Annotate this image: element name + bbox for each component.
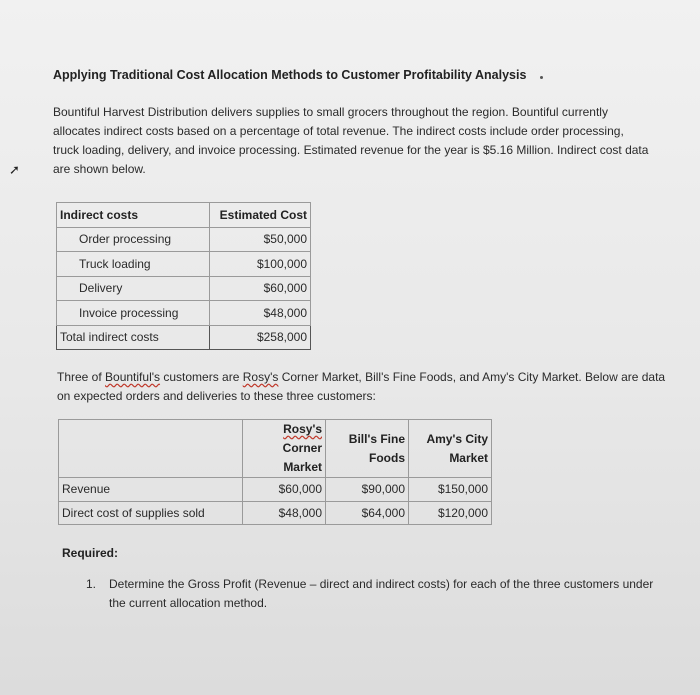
row-label: Delivery: [57, 276, 210, 301]
header-estimated-cost: Estimated Cost: [210, 203, 311, 228]
requirement-item: [86, 575, 666, 613]
required-label: Required:: [62, 546, 119, 560]
total-row: [57, 325, 311, 350]
header-line: Foods: [369, 450, 405, 465]
row-label: Direct cost of supplies sold: [59, 501, 243, 525]
row-label: Truck loading: [57, 252, 210, 277]
row-label: Revenue: [59, 478, 243, 502]
header-line: Bill's Fine: [348, 431, 405, 446]
spellcheck-word: Rosy's: [242, 370, 279, 384]
requirement-number: 1.: [86, 577, 97, 591]
header-bills: [326, 420, 409, 478]
header-indirect-costs: Indirect costs: [57, 203, 210, 228]
table-row: [59, 478, 492, 502]
header-line: Amy's City: [426, 431, 488, 446]
header-line: Rosy's: [283, 422, 322, 436]
customer-table: [58, 419, 492, 525]
page-title: Applying Traditional Cost Allocation Methods to Customer Profitability Analysis: [53, 68, 527, 82]
row-label: Invoice processing: [57, 301, 210, 326]
row-value: $120,000: [409, 501, 492, 525]
row-value: $100,000: [210, 252, 311, 277]
header-line: Market: [283, 460, 322, 474]
text-fragment: Three of: [57, 370, 106, 384]
cursor-arrow-icon: ➚: [9, 162, 20, 177]
header-blank: [59, 420, 243, 478]
bullet-dot: [540, 76, 543, 79]
row-value: $48,000: [243, 501, 326, 525]
row-value: $50,000: [210, 227, 311, 252]
table-row: [59, 501, 492, 525]
table-row: [57, 301, 311, 326]
table-header-row: [59, 420, 492, 478]
row-value: $150,000: [409, 478, 492, 502]
row-value: $60,000: [243, 478, 326, 502]
header-amys: [409, 420, 492, 478]
spellcheck-word: Bountiful's: [105, 370, 161, 384]
row-value: $48,000: [210, 301, 311, 326]
row-value: $64,000: [326, 501, 409, 525]
table-row: [57, 276, 311, 301]
intro-paragraph: Bountiful Harvest Distribution delivers supplies to small grocers throughout the region. Bountiful currently allocates indirect costs based on a percentage of total revenue. The indirect costs include order processing, truck loading, delivery, and invoice processing. Estimated revenue for the year is $5.16 Million. Indirect cost data are shown below.: [53, 105, 649, 176]
header-line: Market: [449, 450, 488, 465]
customers-paragraph: [57, 368, 667, 406]
row-label: Order processing: [57, 227, 210, 252]
text-fragment: customers are: [160, 370, 243, 384]
table-row: [57, 227, 311, 252]
row-value: $60,000: [210, 276, 311, 301]
text-fragment: Corner Market, Bill's Fine Foods, and Amy's City Market. Below are data on expected orders and deliveries to these three customers:: [57, 370, 666, 403]
table-header-row: [57, 203, 311, 228]
requirement-text: Determine the Gross Profit (Revenue – direct and indirect costs) for each of the three customers under the current allocation method.: [109, 577, 654, 610]
header-rosys: [243, 420, 326, 478]
total-value: $258,000: [210, 325, 311, 350]
total-label: Total indirect costs: [57, 325, 210, 350]
row-value: $90,000: [326, 478, 409, 502]
table-row: [57, 252, 311, 277]
header-line: Corner: [282, 441, 322, 455]
indirect-costs-table: [56, 202, 311, 350]
